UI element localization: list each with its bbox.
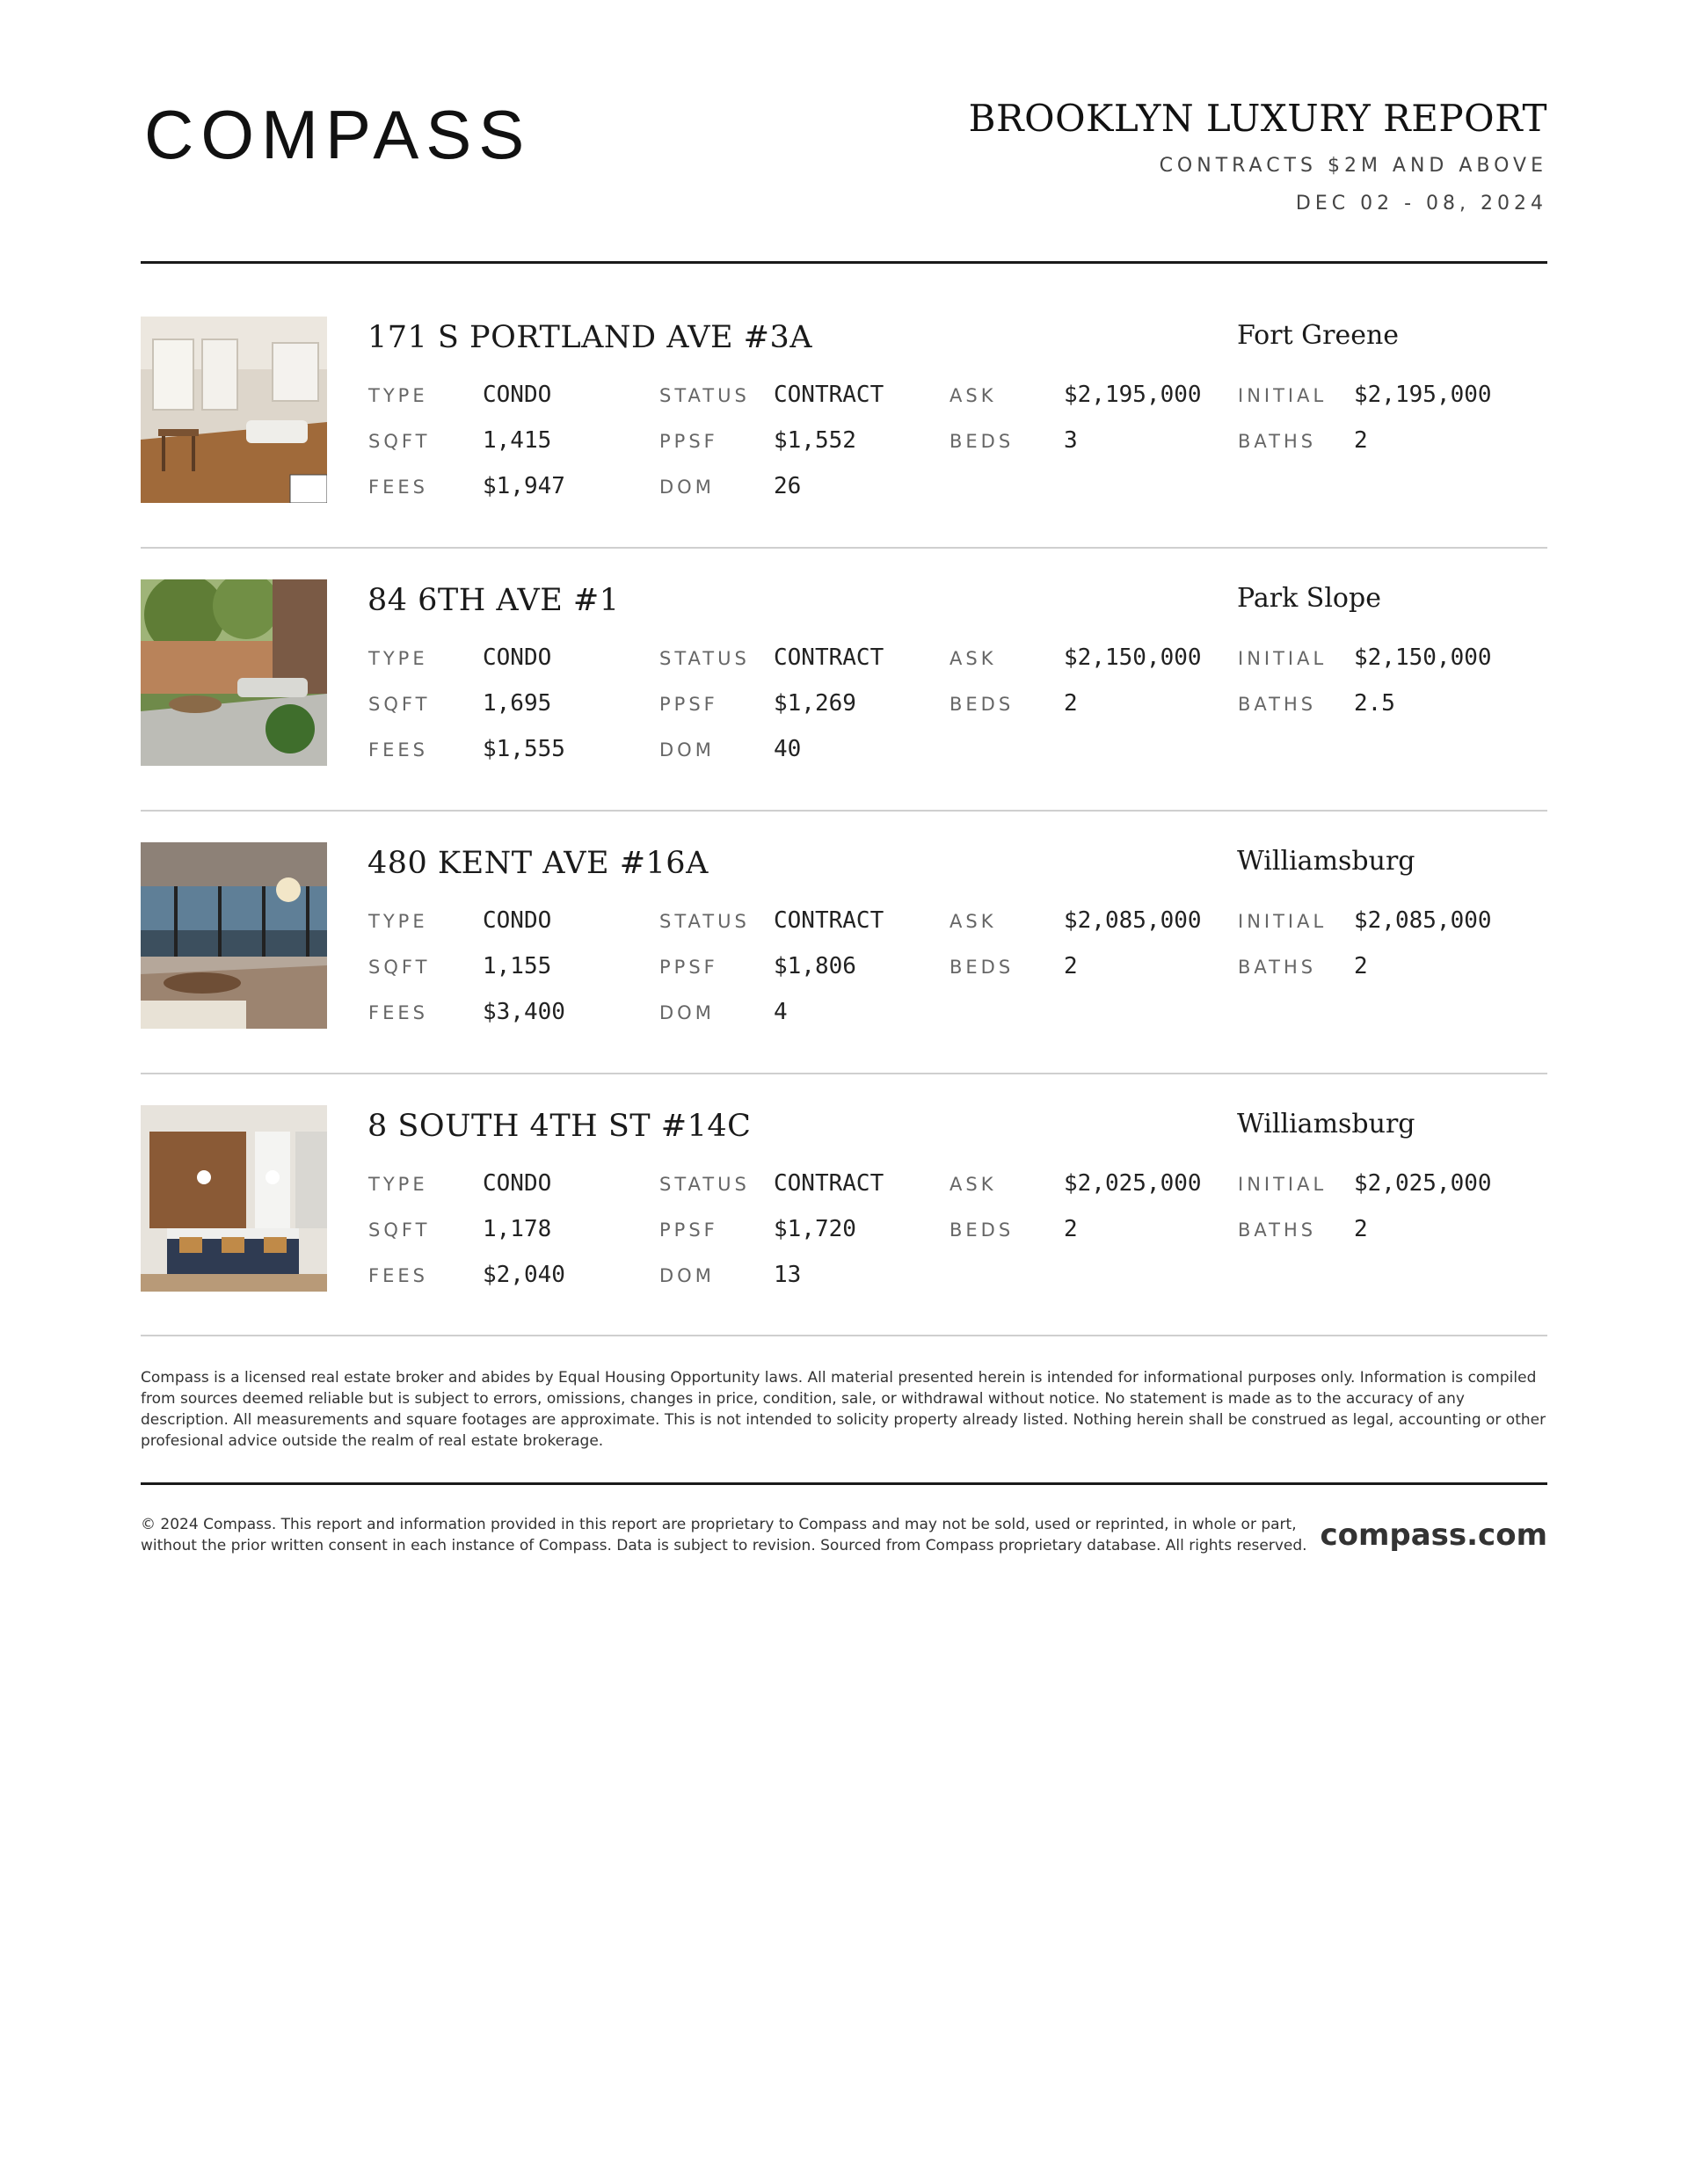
header-divider (141, 261, 1547, 264)
status-label: STATUS (659, 1174, 750, 1195)
report-title: BROOKLYN LUXURY REPORT (968, 97, 1547, 140)
sqft-value: 1,415 (483, 427, 552, 454)
ppsf-label: PPSF (659, 957, 718, 978)
status-value: CONTRACT (774, 644, 884, 671)
ask-label: ASK (950, 385, 997, 406)
ppsf-value: $1,552 (774, 427, 856, 454)
baths-value: 2 (1354, 1216, 1368, 1242)
dom-label: DOM (659, 1002, 715, 1023)
beds-value: 2 (1064, 1216, 1078, 1242)
compass-logo (144, 102, 566, 165)
sqft-value: 1,178 (483, 1216, 552, 1242)
garden-patio-photo (141, 579, 327, 766)
status-label: STATUS (659, 385, 750, 406)
fees-label: FEES (368, 1265, 428, 1286)
ask-value: $2,195,000 (1064, 382, 1202, 408)
kitchen-photo (141, 1105, 327, 1292)
baths-value: 2.5 (1354, 690, 1395, 717)
beds-label: BEDS (950, 694, 1015, 715)
dom-value: 4 (774, 999, 788, 1025)
type-label: TYPE (368, 385, 428, 406)
ask-label: ASK (950, 911, 997, 932)
ask-value: $2,150,000 (1064, 644, 1202, 671)
baths-label: BATHS (1238, 1219, 1317, 1241)
beds-label: BEDS (950, 431, 1015, 452)
initial-value: $2,025,000 (1354, 1170, 1492, 1197)
listing-neighborhood: Fort Greene (1237, 320, 1400, 351)
view-living-room-photo (141, 842, 327, 1029)
initial-label: INITIAL (1238, 911, 1328, 932)
baths-label: BATHS (1238, 431, 1317, 452)
initial-value: $2,195,000 (1354, 382, 1492, 408)
dom-value: 26 (774, 473, 802, 499)
status-value: CONTRACT (774, 1170, 884, 1197)
legal-disclaimer: Compass is a licensed real estate broker and abides by Equal Housing Opportunity laws. All material presented herein is intended for informational purposes only. Information is compiled from sources deemed reliable but is subject to errors, omissions, changes in price, condition, sale, or withdrawal without notice. No statement is made as to the accuracy of any description. All measurements and square footages are approximate. This is not intended to solicity property already listed. Nothing herein shall be construed as legal, accounting or other profesional advice outside the realm of real estate brokerage. (141, 1369, 1546, 1450)
status-value: CONTRACT (774, 382, 884, 408)
dom-value: 40 (774, 736, 802, 762)
type-value: CONDO (483, 1170, 552, 1197)
listing-neighborhood: Williamsburg (1237, 846, 1415, 877)
ask-label: ASK (950, 1174, 997, 1195)
status-value: CONTRACT (774, 907, 884, 934)
listing-card (141, 317, 1547, 579)
listing-card (141, 1105, 1547, 1367)
type-label: TYPE (368, 911, 428, 932)
listing-card (141, 579, 1547, 841)
website-link[interactable]: compass.com (1320, 1518, 1547, 1553)
baths-label: BATHS (1238, 957, 1317, 978)
ppsf-label: PPSF (659, 694, 718, 715)
type-value: CONDO (483, 644, 552, 671)
ppsf-value: $1,806 (774, 953, 856, 979)
baths-label: BATHS (1238, 694, 1317, 715)
fees-value: $3,400 (483, 999, 565, 1025)
initial-value: $2,150,000 (1354, 644, 1492, 671)
dom-value: 13 (774, 1262, 802, 1288)
initial-label: INITIAL (1238, 648, 1328, 669)
initial-label: INITIAL (1238, 385, 1328, 406)
status-label: STATUS (659, 911, 750, 932)
listing-card (141, 842, 1547, 1104)
report-header (969, 98, 1547, 215)
ppsf-label: PPSF (659, 431, 718, 452)
listing-neighborhood: Park Slope (1237, 583, 1381, 614)
listing-address: 8 SOUTH 4TH ST #14C (367, 1109, 752, 1144)
ask-value: $2,025,000 (1064, 1170, 1202, 1197)
svg-text:COMPASS: COMPASS (144, 102, 532, 165)
sqft-value: 1,695 (483, 690, 552, 717)
listing-divider (141, 547, 1547, 549)
report-subtitle: CONTRACTS $2M AND ABOVE (1159, 155, 1547, 178)
copyright-notice: © 2024 Compass. This report and information provided in this report are proprietary to Compass and may not be sold, used or reprinted, in whole or part, without the prior written consent in each instance of Compass. Data is subject to revision. Sourced from Compass proprietary database. All rights reserved. (141, 1516, 1307, 1554)
listing-address: 84 6TH AVE #1 (367, 583, 620, 618)
sqft-label: SQFT (368, 1219, 431, 1241)
fees-label: FEES (368, 1002, 428, 1023)
fees-value: $2,040 (483, 1262, 565, 1288)
listing-divider (141, 1335, 1547, 1336)
ppsf-value: $1,720 (774, 1216, 856, 1242)
ask-label: ASK (950, 648, 997, 669)
listing-address: 480 KENT AVE #16A (367, 846, 709, 881)
ask-value: $2,085,000 (1064, 907, 1202, 934)
ppsf-label: PPSF (659, 1219, 718, 1241)
listing-address: 171 S PORTLAND AVE #3A (367, 320, 813, 355)
ppsf-value: $1,269 (774, 690, 856, 717)
footer-divider (141, 1482, 1547, 1485)
fees-value: $1,947 (483, 473, 565, 499)
sqft-label: SQFT (368, 431, 431, 452)
status-label: STATUS (659, 648, 750, 669)
type-value: CONDO (483, 907, 552, 934)
fees-value: $1,555 (483, 736, 565, 762)
sqft-value: 1,155 (483, 953, 552, 979)
beds-value: 3 (1064, 427, 1078, 454)
beds-value: 2 (1064, 690, 1078, 717)
report-date-range: DEC 02 - 08, 2024 (1295, 193, 1547, 215)
fees-label: FEES (368, 739, 428, 761)
type-label: TYPE (368, 1174, 428, 1195)
baths-value: 2 (1354, 427, 1368, 454)
listing-divider (141, 810, 1547, 812)
type-value: CONDO (483, 382, 552, 408)
sqft-label: SQFT (368, 957, 431, 978)
dom-label: DOM (659, 1265, 715, 1286)
listing-divider (141, 1073, 1547, 1074)
beds-label: BEDS (950, 957, 1015, 978)
type-label: TYPE (368, 648, 428, 669)
beds-label: BEDS (950, 1219, 1015, 1241)
initial-label: INITIAL (1238, 1174, 1328, 1195)
baths-value: 2 (1354, 953, 1368, 979)
listing-neighborhood: Williamsburg (1237, 1109, 1415, 1139)
initial-value: $2,085,000 (1354, 907, 1492, 934)
dom-label: DOM (659, 739, 715, 761)
living-room-photo (141, 317, 327, 503)
beds-value: 2 (1064, 953, 1078, 979)
fees-label: FEES (368, 477, 428, 498)
dom-label: DOM (659, 477, 715, 498)
sqft-label: SQFT (368, 694, 431, 715)
